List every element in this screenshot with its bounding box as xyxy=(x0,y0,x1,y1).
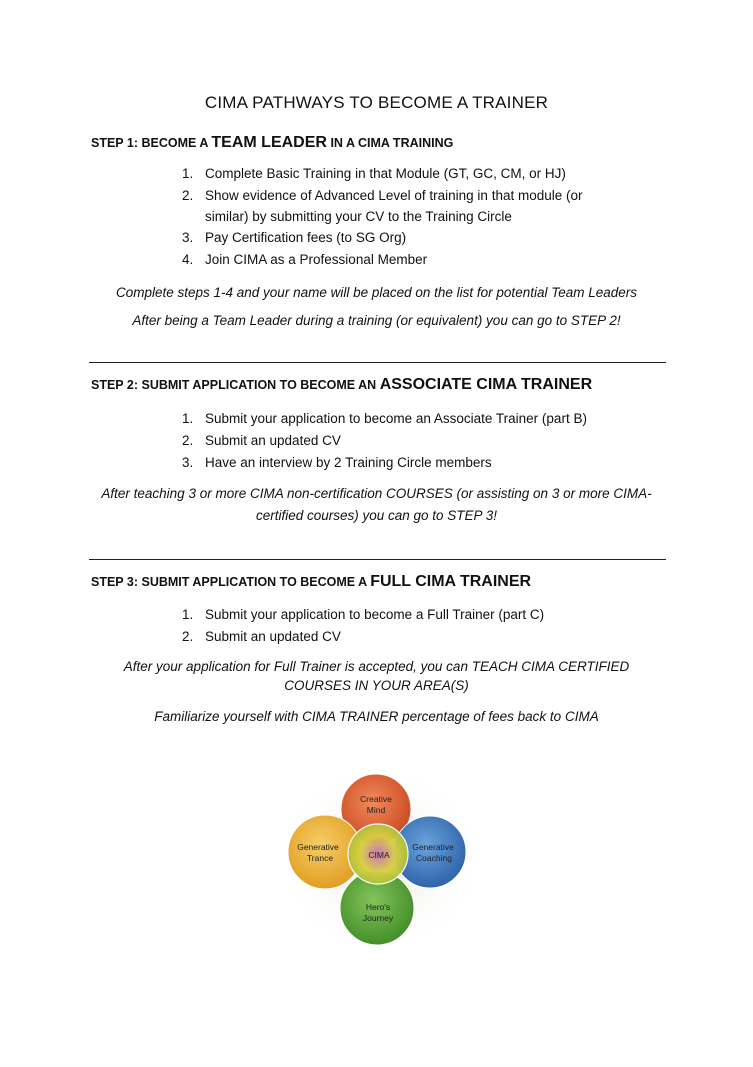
list-item-number: 3. xyxy=(182,455,194,470)
logo-label-right-2: Coaching xyxy=(416,853,452,863)
list-item-text: Submit your application to become a Full Trainer (part C) xyxy=(205,607,545,622)
section-divider xyxy=(89,559,666,560)
list-item-number: 2. xyxy=(182,433,194,448)
list-item xyxy=(182,408,622,430)
list-item-number: 1. xyxy=(182,607,194,622)
step-3-note: After your application for Full Trainer is accepted, you can TEACH CIMA CERTIFIED COURSES IN YOUR AREA(S) xyxy=(123,659,630,693)
list-item xyxy=(182,163,622,185)
list-item xyxy=(182,604,622,626)
step-1-heading-suffix: IN A CIMA TRAINING xyxy=(326,136,454,150)
step-2-list xyxy=(182,408,622,474)
list-item-number: 1. xyxy=(182,411,194,426)
list-item xyxy=(182,185,622,227)
step-3-heading-prefix: STEP 3: SUBMIT APPLICATION TO BECOME A xyxy=(91,575,371,589)
list-item-text: Submit an updated CV xyxy=(205,433,341,448)
step-2-heading-emphasis: ASSOCIATE CIMA TRAINER xyxy=(379,376,593,393)
step-1-note: Complete steps 1-4 and your name will be placed on the list for potential Team Leaders xyxy=(115,285,638,300)
list-item-text: Submit your application to become an Associate Trainer (part B) xyxy=(205,411,587,426)
step-3-list xyxy=(182,604,622,648)
cima-flower-logo xyxy=(285,772,475,952)
list-item-text: Join CIMA as a Professional Member xyxy=(205,252,428,267)
list-item-text: Show evidence of Advanced Level of training in that module (or similar) by submitting your CV to the Training Circle xyxy=(205,188,583,224)
list-item xyxy=(182,452,622,474)
list-item-text: Submit an updated CV xyxy=(205,629,341,644)
logo-label-bottom-1: Hero's xyxy=(365,902,391,912)
step-2-note: After teaching 3 or more CIMA non-certification COURSES (or assisting on 3 or more CIMA-certified courses) you can go to STEP 3! xyxy=(101,486,652,523)
list-item-number: 4. xyxy=(182,252,194,267)
step-3-heading xyxy=(91,573,531,591)
list-item-text: Complete Basic Training in that Module (GT, GC, CM, or HJ) xyxy=(205,166,566,181)
list-item-text: Pay Certification fees (to SG Org) xyxy=(205,230,407,245)
step-1-note: After being a Team Leader during a training (or equivalent) you can go to STEP 2! xyxy=(132,313,621,328)
section-divider xyxy=(89,362,666,363)
list-item xyxy=(182,227,622,249)
step-3-heading-emphasis: FULL CIMA TRAINER xyxy=(370,573,532,590)
page-title: CIMA PATHWAYS TO BECOME A TRAINER xyxy=(204,93,549,112)
step-1-heading-prefix: STEP 1: BECOME A xyxy=(91,136,212,150)
list-item-number: 3. xyxy=(182,230,194,245)
list-item-number: 1. xyxy=(182,166,194,181)
list-item xyxy=(182,430,622,452)
step-2-heading-prefix: STEP 2: SUBMIT APPLICATION TO BECOME AN xyxy=(91,378,380,392)
step-1-list xyxy=(182,163,622,271)
logo-label-top-1: Creative xyxy=(360,794,392,804)
step-3-note: Familiarize yourself with CIMA TRAINER percentage of fees back to CIMA xyxy=(154,709,599,724)
logo-label-center: CIMA xyxy=(368,850,390,860)
step-1-heading xyxy=(91,134,453,152)
list-item-number: 2. xyxy=(182,188,194,203)
logo-label-right-1: Generative xyxy=(412,842,454,852)
step-2-heading xyxy=(91,376,592,394)
logo-label-left-2: Trance xyxy=(306,853,334,863)
list-item-number: 2. xyxy=(182,629,194,644)
list-item xyxy=(182,626,622,648)
cima-flower-graphic xyxy=(285,772,475,952)
list-item-text: Have an interview by 2 Training Circle members xyxy=(205,455,492,470)
logo-label-left-1: Generative xyxy=(297,842,339,852)
list-item xyxy=(182,249,622,271)
step-1-heading-emphasis: TEAM LEADER xyxy=(211,134,327,151)
logo-label-bottom-2: Journey xyxy=(362,913,394,923)
logo-label-top-2: Mind xyxy=(366,805,386,815)
